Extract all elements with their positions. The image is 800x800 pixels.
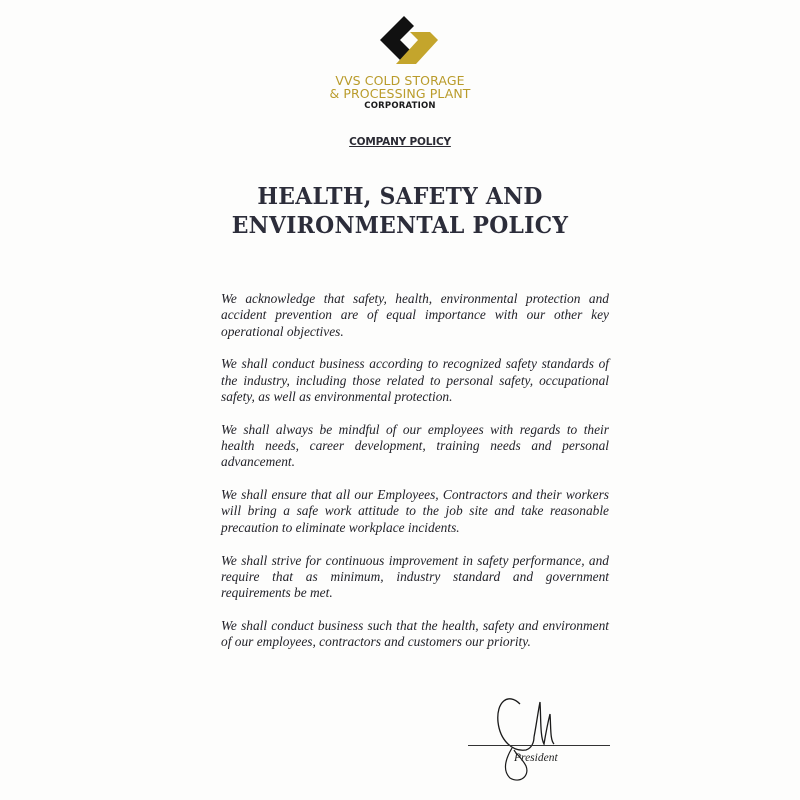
- policy-paragraph: We shall conduct business according to recognized safety standards of the industry, including those related to personal safety, occupational safety, as well as environmental protection.: [221, 356, 609, 404]
- policy-paragraph: We acknowledge that safety, health, environmental protection and accident prevention are of equal importance with our other key operational objectives.: [221, 291, 609, 339]
- signatory-title: President: [514, 752, 558, 764]
- policy-paragraph: We shall always be mindful of our employees with regards to their health needs, career development, training needs and personal advancement.: [221, 421, 609, 470]
- vvs-diamond-logo-icon: [380, 14, 440, 66]
- document-label: COMPANY POLICY: [349, 136, 451, 148]
- handwritten-signature-icon: [468, 692, 618, 782]
- document-title-line2: ENVIRONMENTAL POLICY: [231, 212, 569, 239]
- policy-paragraph: We shall ensure that all our Employees, Contractors and their workers will bring a safe work attitude to the job site and take reasonable precaution to eliminate workplace incidents.: [221, 487, 609, 535]
- company-name-line1: VVS COLD STORAGE: [335, 73, 465, 88]
- signature-line: [468, 745, 610, 746]
- policy-body: [221, 291, 609, 667]
- policy-paragraph: We shall strive for continuous improvement in safety performance, and require that as minimum, industry standard and government requirements be met.: [221, 552, 609, 601]
- policy-paragraph: We shall conduct business such that the health, safety and environment of our employees, contractors and customers our priority.: [221, 617, 609, 650]
- company-name-line2: & PROCESSING PLANT: [329, 86, 471, 101]
- company-type: CORPORATION: [364, 101, 436, 111]
- document-title-line1: HEALTH, SAFETY AND: [257, 183, 543, 210]
